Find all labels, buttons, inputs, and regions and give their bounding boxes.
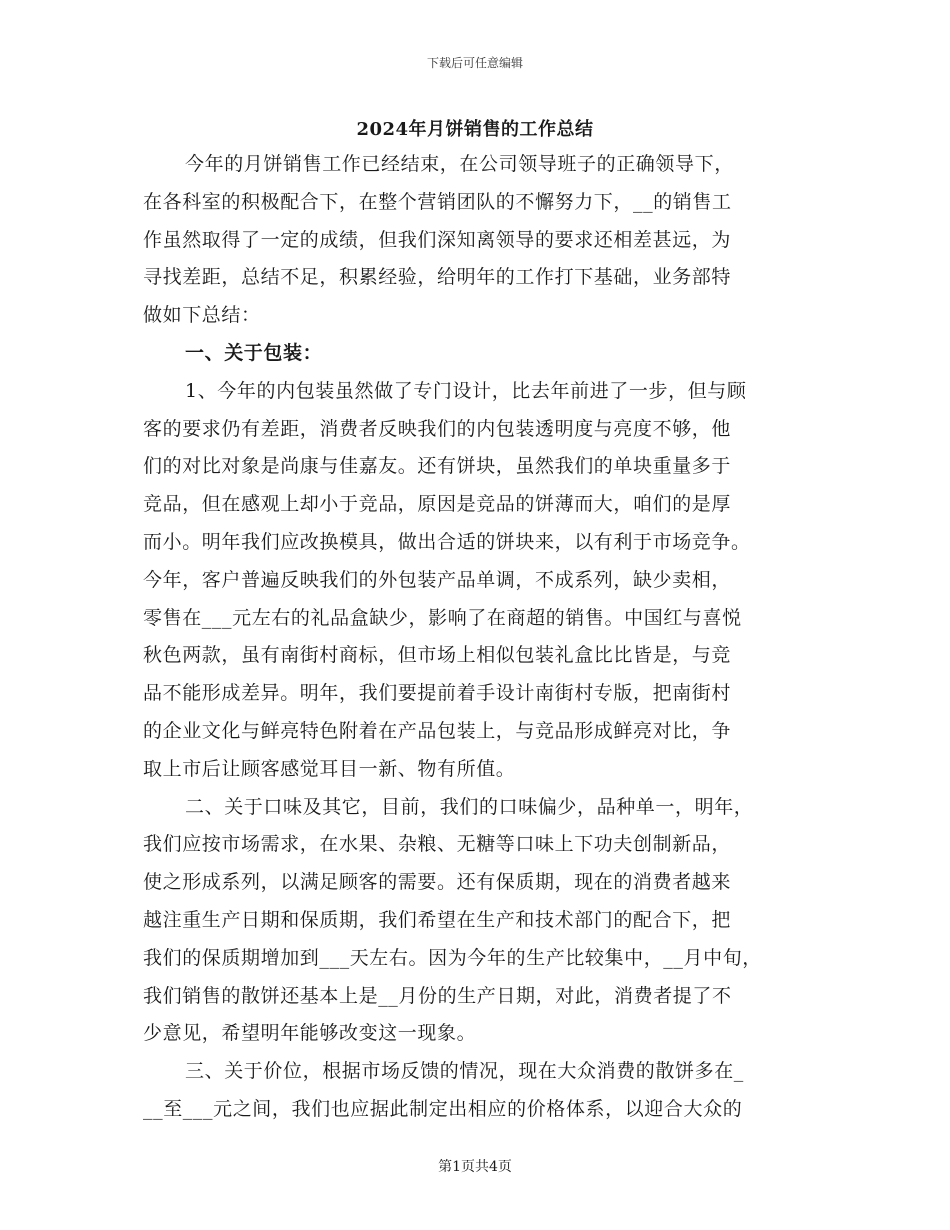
body-line: 今年的月饼销售工作已经结束，在公司领导班子的正确领导下， <box>185 153 734 175</box>
body-line: 们的对比对象是尚康与佳嘉友。还有饼块，虽然我们的单块重量多于 <box>143 455 732 478</box>
body-line: 在各科室的积极配合下，在整个营销团队的不懈努力下，__的销售工 <box>143 190 732 213</box>
body-line: 我们销售的散饼还基本上是__月份的生产日期，对此，消费者提了不 <box>143 984 732 1007</box>
section-heading-packaging: 一、关于包装： <box>185 341 323 364</box>
body-line: 我们应按市场需求，在水果、杂粮、无糖等口味上下功夫创制新品， <box>143 833 732 856</box>
body-line: 零售在___元左右的礼品盒缺少，影响了在商超的销售。中国红与喜悦 <box>143 606 742 629</box>
body-line: 少意见，希望明年能够改变这一现象。 <box>143 1022 477 1045</box>
document-title: 2024年月饼销售的工作总结 <box>356 119 594 140</box>
body-line: 1、今年的内包装虽然做了专门设计，比去年前进了一步，但与顾 <box>185 379 747 402</box>
body-line: 品不能形成差异。明年，我们要提前着手设计南街村专版，把南街村 <box>143 682 732 705</box>
body-line: 的企业文化与鲜亮特色附着在产品包装上，与竞品形成鲜亮对比，争 <box>143 719 732 742</box>
body-line: 二、关于口味及其它，目前，我们的口味偏少，品种单一，明年， <box>185 795 754 818</box>
body-line: 客的要求仍有差距，消费者反映我们的内包装透明度与亮度不够，他 <box>143 417 732 440</box>
body-line: 三、关于价位，根据市场反馈的情况，现在大众消费的散饼多在_ <box>185 1060 744 1083</box>
body-line: 竞品，但在感观上却小于竞品，原因是竞品的饼薄而大，咱们的是厚 <box>143 493 732 516</box>
body-line: 而小。明年我们应改换模具，做出合适的饼块来，以有利于市场竞争。 <box>143 530 751 553</box>
body-line: 秋色两款，虽有南街村商标，但市场上相似包装礼盒比比皆是，与竞 <box>143 644 732 667</box>
body-line: 作虽然取得了一定的成绩，但我们深知离领导的要求还相差甚远，为 <box>143 228 732 251</box>
body-line: 今年，客户普遍反映我们的外包装产品单调，不成系列，缺少卖相， <box>143 568 732 591</box>
document-body <box>143 146 815 1129</box>
body-line: 取上市后让顾客感觉耳目一新、物有所值。 <box>143 757 516 780</box>
header-note: 下载后可任意编辑 <box>426 56 523 70</box>
page-indicator: 第1页共4页 <box>438 1159 512 1175</box>
body-line: 做如下总结： <box>143 304 261 327</box>
body-line: 寻找差距，总结不足，积累经验，给明年的工作打下基础，业务部特 <box>143 266 732 289</box>
body-line: 使之形成系列，以满足顾客的需要。还有保质期，现在的消费者越来 <box>143 871 732 894</box>
body-line: __至___元之间，我们也应据此制定出相应的价格体系，以迎合大众的 <box>143 1097 743 1120</box>
body-line: 我们的保质期增加到___天左右。因为今年的生产比较集中，__月中旬， <box>143 946 762 969</box>
body-line: 越注重生产日期和保质期，我们希望在生产和技术部门的配合下，把 <box>143 908 732 931</box>
